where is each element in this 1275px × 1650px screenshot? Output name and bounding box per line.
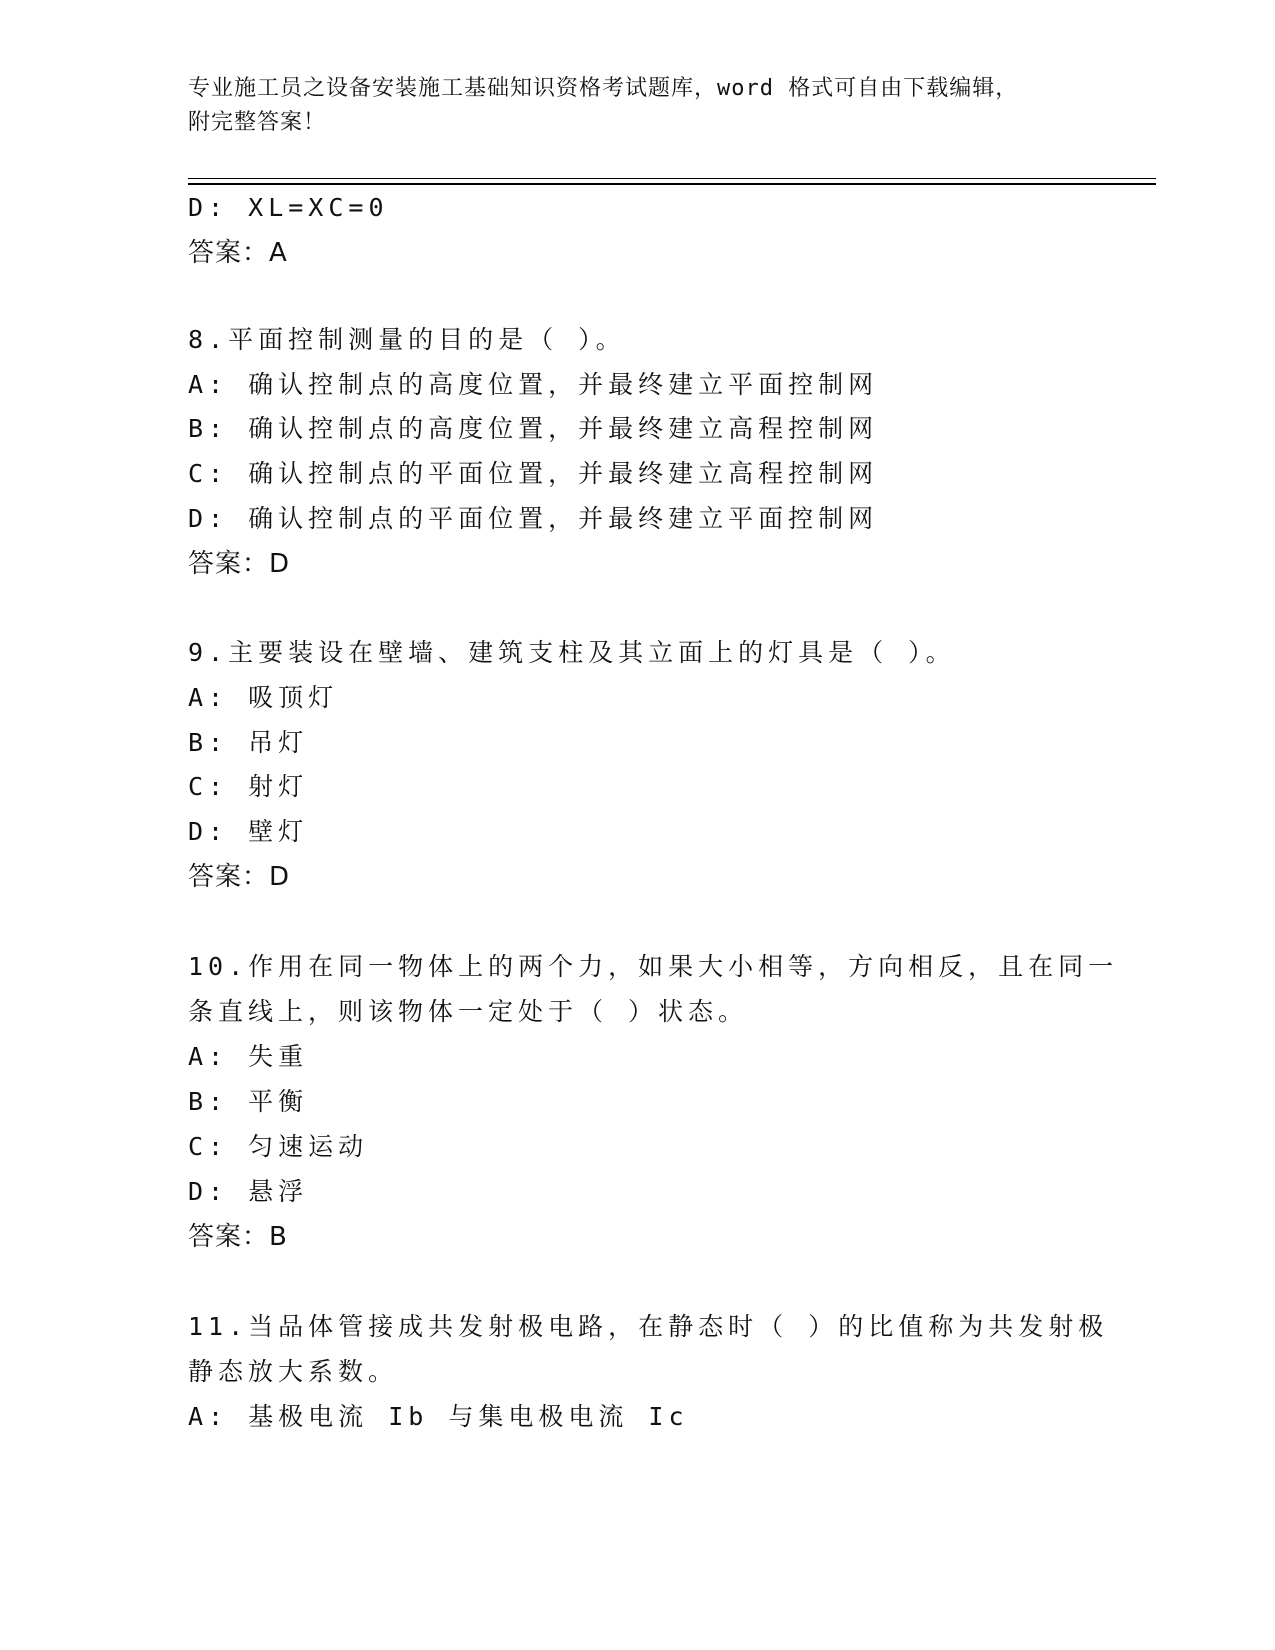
- q10-option-c: C: 匀速运动: [188, 1132, 369, 1161]
- q10-option-d: D: 悬浮: [188, 1177, 309, 1206]
- header-divider-thick: [188, 183, 1156, 185]
- header-line-2: 附完整答案！: [188, 110, 327, 135]
- q8-answer: 答案：D: [188, 549, 291, 579]
- prev-answer: 答案：A: [188, 238, 288, 268]
- header-line-1: 专业施工员之设备安装施工基础知识资格考试题库，word 格式可自由下载编辑，: [188, 76, 1019, 101]
- q9-option-d: D: 壁灯: [188, 817, 309, 846]
- document-header: [188, 72, 1088, 140]
- q11-option-a: A: 基极电流 Ib 与集电极电流 Ic: [188, 1402, 689, 1431]
- q8-option-c: C: 确认控制点的平面位置，并最终建立高程控制网: [188, 459, 879, 488]
- q9-stem: 9.主要装设在壁墙、建筑支柱及其立面上的灯具是（ ）。: [188, 638, 956, 667]
- q8-option-b: B: 确认控制点的高度位置，并最终建立高程控制网: [188, 414, 879, 443]
- q8-option-a: A: 确认控制点的高度位置，并最终建立平面控制网: [188, 370, 879, 399]
- q8-option-d: D: 确认控制点的平面位置，并最终建立平面控制网: [188, 504, 879, 533]
- q10-option-a: A: 失重: [188, 1042, 309, 1071]
- q9-option-a: A: 吸顶灯: [188, 683, 339, 712]
- q11-stem-line-2: 静态放大系数。: [188, 1357, 399, 1386]
- q10-stem-line-2: 条直线上，则该物体一定处于（ ）状态。: [188, 997, 749, 1026]
- q9-option-b: B: 吊灯: [188, 728, 309, 757]
- q9-option-c: C: 射灯: [188, 772, 309, 801]
- header-divider-thin: [188, 178, 1156, 179]
- q9-answer: 答案：D: [188, 862, 291, 892]
- prev-option-d: D: XL=XC=0: [188, 193, 389, 222]
- q10-answer: 答案：B: [188, 1222, 288, 1252]
- q8-stem: 8.平面控制测量的目的是（ ）。: [188, 325, 626, 354]
- q10-option-b: B: 平衡: [188, 1087, 309, 1116]
- q10-stem-line-1: 10.作用在同一物体上的两个力，如果大小相等，方向相反，且在同一: [188, 952, 1119, 981]
- q11-stem-line-1: 11.当品体管接成共发射极电路，在静态时（ ）的比值称为共发射极: [188, 1312, 1109, 1341]
